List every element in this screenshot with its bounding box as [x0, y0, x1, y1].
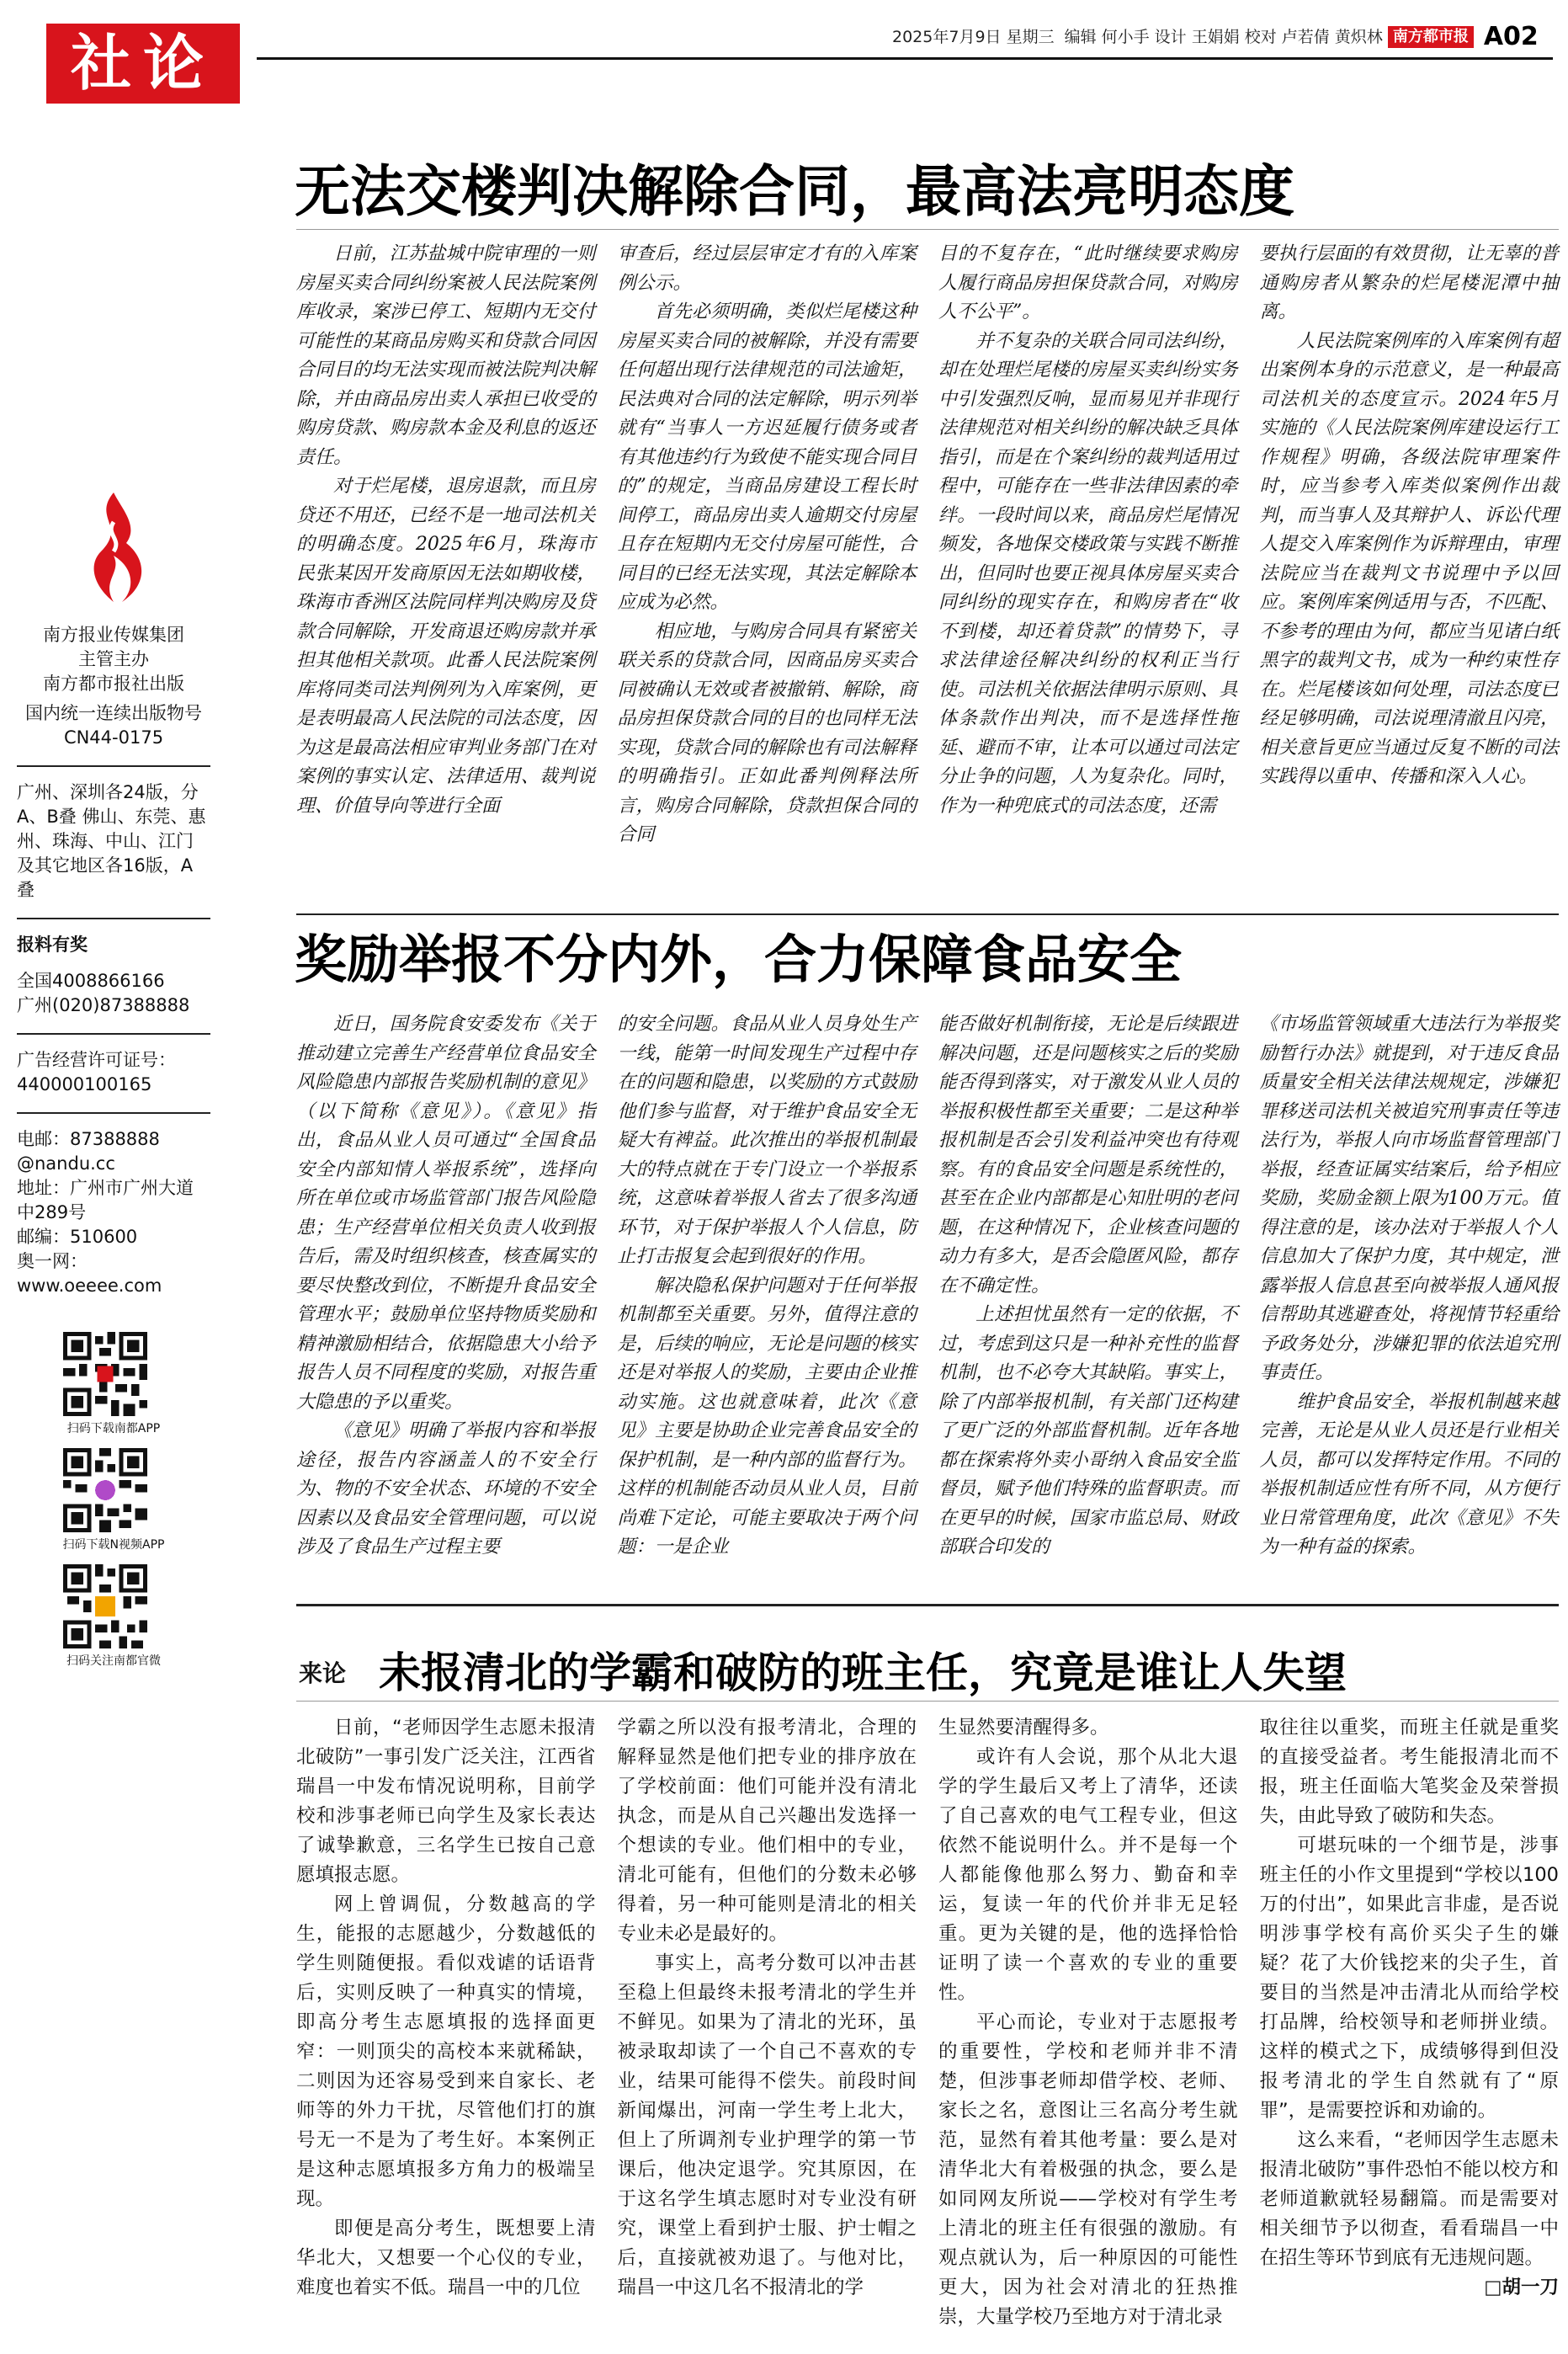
flame-logo-icon [76, 488, 151, 606]
divider [17, 1112, 210, 1114]
editors: 编辑 何小手 设计 王娟娟 校对 卢若倩 黄炽林 [1064, 28, 1383, 46]
header-line [892, 22, 1539, 52]
article-2-col-2 [618, 1010, 917, 1591]
paragraph: 近日，国务院食安委发布《关于推动建立完善生产经营单位食品安全风险隐患内部报告奖励机制的意见》（以下简称《意见》）。《意见》指出，食品从业人员可通过“全国食品安全内部知情人举报系统”，选择向所在单位或市场监管部门报告风险隐患；生产经营单位相关负责人收到报告后，需及时组织核查，核查属实的要尽快整改到位，不断提升食品安全管理水平；鼓励单位坚持物质奖励和精神激励相结合，依据隐患大小给予报告人员不同程度的奖励，对报告重大隐患的予以重奖。 [296, 1014, 596, 1413]
divider [296, 913, 1559, 915]
article-2-col-3 [938, 1010, 1238, 1591]
article-1-title: 无法交楼判决解除合同，最高法亮明态度 [295, 159, 1294, 224]
paragraph: 或许有人会说，那个从北大退学的学生最后又考上了清华，还读了自己喜欢的电气工程专业，但这依然不能说明什么。并不是每一个人都能像他那么努力、勤奋和幸运，复读一年的代价并非无足轻重。更为关键的是，他的选择恰恰证明了读一个喜欢的专业的重要性。 [938, 1746, 1238, 2004]
article-1-col-4 [1260, 240, 1560, 905]
paragraph: 人民法院案例库的入库案例有超出案例本身的示范意义，是一种最高司法机关的态度宣示。2024年5月实施的《人民法院案例库建设运行工作规程》明确，各级法院审理案件时，应当参考入库类似案例作出裁判，而当事人及其辩护人、诉讼代理人提交入库案例作为诉辩理由，审理法院应当在裁判文书说理中予以回应。案例库案例适用与否，不匹配、不参考的理由为何，都应当见诸白纸黑字的裁判文书，成为一种约束性存在。烂尾楼该如何处理，司法态度已经足够明确，司法说理清澈且闪亮，相关意旨更应当通过反复不断的司法实践得以重申、传播和深入人心。 [1259, 330, 1559, 787]
paragraph: 并不复杂的关联合同司法纠纷，却在处理烂尾楼的房屋买卖纠纷实务中引发强烈反响，显而易见并非现行法律规范对相关纠纷的解决缺乏具体指引，而是在个案纠纷的裁判适用过程中，可能存在一些非法律因素的牵绊。一段时间以来，商品房烂尾情况频发，各地保交楼政策与实践不断推出，但同时也要正视具体房屋买卖合同纠纷的现实存在，和购房者在“收不到楼，却还着贷款”的情势下，寻求法律途径解决纠纷的权利正当行使。司法机关依据法律明示原则、具体条款作出判决，而不是选择性拖延、避而不审，让本可以通过司法定分止争的问题，人为复杂化。同时，作为一种兜底式的司法态度，还需 [938, 330, 1238, 817]
issuer: 南方都市报社出版 [43, 674, 184, 694]
issn: CN44-0175 [63, 727, 164, 748]
postcode: 邮编：510600 [17, 1227, 138, 1247]
article-3-title: 未报清北的学霸和破防的班主任，究竟是谁让人失望 [379, 1648, 1347, 1697]
article-2-body [296, 1010, 1559, 1591]
sponsor: 主管主办 [78, 649, 149, 669]
divider [17, 918, 210, 919]
phone: 电邮：87388888 [17, 1129, 160, 1149]
author-byline: □胡一刀 [1484, 2277, 1559, 2298]
article-3-col-1 [296, 1713, 596, 2315]
divider [296, 229, 1559, 230]
address: 地址：广州市广州大道中289号 [17, 1178, 194, 1222]
qr-code-icon[interactable] [63, 1448, 147, 1532]
paper-logo: 南方都市报 [1388, 26, 1474, 48]
divider [17, 765, 210, 767]
article-3-col-4-text [1260, 1713, 1560, 2273]
page-number: A02 [1483, 22, 1539, 51]
masthead: 社论 [46, 24, 240, 104]
paragraph: 的安全问题。食品从业人员身处生产一线，能第一时间发现生产过程中存在的问题和隐患，以奖励的方式鼓励他们参与监督，对于维护食品安全无疑大有裨益。此次推出的举报机制最大的特点就在于专门设立一个举报系统，这意味着举报人省去了很多沟通环节，对于保护举报人个人信息，防止打击报复会起到很好的作用。 [617, 1014, 917, 1267]
paragraph: 解决隐私保护问题对于任何举报机制都至关重要。另外，值得注意的是，后续的响应，无论是问题的核实还是对举报人的奖励，主要由企业推动实施。这也就意味着，此次《意见》主要是协助企业完善食品安全的保护机制，是一种内部的监督行为。这样的机制能否动员从业人员，目前尚难下定论，可能主要取决于两个问题：一是企业 [617, 1275, 917, 1558]
qr-code-icon[interactable] [63, 1332, 147, 1416]
paragraph: 学霸之所以没有报考清北，合理的解释显然是他们把专业的排序放在了学校前面：他们可能并没有清北执念，而是从自己兴趣出发选择一个想读的专业。他们相中的专业，清北可能有，但他们的分数未必够得着，另一种可能则是清北的相关专业未必是最好的。 [617, 1717, 917, 1945]
paragraph: 日前，“老师因学生志愿未报清北破防”一事引发广泛关注，江西省瑞昌一中发布情况说明称，目前学校和涉事老师已向学生及家长表达了诚挚歉意，三名学生已按自己意愿填报志愿。 [296, 1717, 596, 1886]
section-tag: 来论 [299, 1659, 347, 1687]
tip-title: 报料有奖 [17, 935, 88, 955]
paragraph: 维护食品安全，举报机制越来越完善，无论是从业人员还是行业相关人员，都可以发挥特定作用。不同的举报机制适应性有所不同，从方便行业日常管理角度，此次《意见》不失为一种有益的探索。 [1259, 1391, 1559, 1558]
tip-national: 全国4008866166 [17, 971, 165, 991]
publisher: 南方报业传媒集团 [43, 625, 184, 645]
issue-date: 2025年7月9日 星期三 [892, 28, 1055, 46]
qr-caption: 扫码关注南都官微 [66, 1654, 161, 1668]
qr-code-icon[interactable] [63, 1564, 147, 1648]
paragraph: 取往往以重奖，而班主任就是重奖的直接受益者。考生能报清北而不报，班主任面临大笔奖金及荣誉损失，由此导致了破防和失态。 [1259, 1717, 1559, 1827]
qr-caption: 扫码下载南都APP [66, 1422, 161, 1435]
paragraph: 即便是高分考生，既想要上清华北大，又想要一个心仪的专业，难度也着实不低。瑞昌一中的几位 [296, 2218, 596, 2298]
tip-guangzhou: 广州(020)87388888 [17, 995, 190, 1015]
sidebar [17, 488, 210, 1680]
paragraph: 《意见》明确了举报内容和举报途径，报告内容涵盖人的不安全行为、物的不安全状态、环境的不安全因素以及食品安全管理问题，可以说涉及了食品生产过程主要 [296, 1420, 596, 1558]
divider [17, 1033, 210, 1035]
site-label: 奥一网： [17, 1251, 88, 1271]
qr-caption: 扫码下载N视频APP [62, 1538, 165, 1552]
article-3-body [296, 1713, 1559, 2328]
website: www.oeeee.com [17, 1276, 162, 1296]
article-3-col-2 [618, 1713, 917, 2315]
article-1-body [296, 240, 1559, 905]
divider [296, 1604, 1559, 1606]
paragraph: 能否做好机制衔接，无论是后续跟进解决问题，还是问题核实之后的奖励能否得到落实，对于激发从业人员的举报积极性都至关重要；二是这种举报机制是否会引发利益冲突也有待观察。有的食品安全问题是系统性的，甚至在企业内部都是心知肚明的老问题，在这种情况下，企业核查问题的动力有多大，是否会隐匿风险，都存在不确定性。 [938, 1014, 1238, 1297]
paragraph: 日前，江苏盐城中院审理的一则房屋买卖合同纠纷案被人民法院案例库收录，案涉已停工、短期内无交付可能性的某商品房购买和贷款合同因合同目的均无法实现而被法院判决解除，并由商品房出卖人承担已收受的购房贷款、购房款本金及利息的返还责任。 [296, 243, 596, 468]
ad-license-label: 广告经营许可证号： [17, 1050, 176, 1070]
paragraph: 要执行层面的有效贯彻，让无辜的普通购房者从繁杂的烂尾楼泥潭中抽离。 [1259, 243, 1559, 322]
paragraph: 平心而论，专业对于志愿报考的重要性，学校和老师并非不清楚，但涉事老师却借学校、老师、家长之名，意图让三名高分考生就范，显然有着其他考量：要么是对清华北大有着极强的执念，要么是如同网友所说——学校对有学生考上清北的班主任有很强的激励。有观点就认为，后一种原因的可能性更大，因为社会对清北的狂热推崇，大量学校乃至地方对于清北录 [938, 2011, 1238, 2328]
paragraph: 事实上，高考分数可以冲击甚至稳上但最终未报考清北的学生并不鲜见。如果为了清北的光环，虽被录取却读了一个自己不喜欢的专业，结果可能得不偿失。前段时间新闻爆出，河南一学生考上北大，但上了所调剂专业护理学的第一节课后，他决定退学。究其原因，在于这名学生填志愿时对专业没有研究，课堂上看到护士服、护士帽之后，直接就被劝退了。与他对比，瑞昌一中这几名不报清北的学 [617, 1952, 917, 2298]
article-2-col-4 [1260, 1010, 1560, 1591]
header-rule [257, 57, 1553, 60]
editions: 广州、深圳各24版，分A、B叠 佛山、东莞、惠州、珠海、中山、江门及其它地区各16版，A叠 [17, 782, 206, 900]
issn-label: 国内统一连续出版物号 [25, 703, 202, 723]
paragraph: 目的不复存在，“此时继续要求购房人履行商品房担保贷款合同，对购房人不公平”。 [938, 243, 1238, 322]
email: @nandu.cc [17, 1153, 115, 1174]
ad-license: 440000100165 [17, 1074, 152, 1094]
paragraph: 生显然要清醒得多。 [938, 1717, 1109, 1739]
paragraph: 对于烂尾楼，退房退款，而且房贷还不用还，已经不是一地司法机关的明确态度。2025年6月，珠海市民张某因开发商原因无法如期收楼，珠海市香洲区法院同样判决购房及贷款合同解除，开发商退还购房款并承担其他相关款项。此番人民法院案例库将同类司法判例列为入库案例，更是表明最高人民法院的司法态度，因为这是最高法相应审判业务部门在对案例的事实认定、法律适用、裁判说理、价值导向等进行全面 [296, 476, 596, 817]
article-1-col-2 [618, 240, 917, 905]
article-3-col-3 [938, 1713, 1238, 2328]
paragraph: 审查后，经过层层审定才有的入库案例公示。 [617, 243, 917, 294]
divider [296, 1701, 1559, 1702]
article-2-title: 奖励举报不分内外，合力保障食品安全 [295, 929, 1183, 990]
paragraph: 《市场监管领域重大违法行为举报奖励暂行办法》就提到，对于违反食品质量安全相关法律法规规定，涉嫌犯罪移送司法机关被追究刑事责任等违法行为，举报人向市场监督管理部门举报，经查证属实结案后，给予相应奖励，奖励金额上限为100万元。值得注意的是，该办法对于举报人个人信息加大了保护力度，其中规定，泄露举报人信息甚至向被举报人通风报信帮助其逃避查处，将视情节轻重给予政务处分，涉嫌犯罪的依法追究刑事责任。 [1259, 1014, 1559, 1383]
paragraph: 首先必须明确，类似烂尾楼这种房屋买卖合同的被解除，并没有需要任何超出现行法律规范的司法逾矩，民法典对合同的法定解除，明示列举就有“当事人一方迟延履行债务或者有其他违约行为致使不能实现合同目的”的规定，当商品房建设工程长时间停工，商品房出卖人逾期交付房屋且存在短期内无交付房屋可能性，合同目的已经无法实现，其法定解除本应成为必然。 [617, 301, 917, 613]
paragraph: 可堪玩味的一个细节是，涉事班主任的小作文里提到“学校以100万的付出”，如果此言非虚，是否说明涉事学校有高价买尖子生的嫌疑？花了大价钱挖来的尖子生，首要目的当然是冲击清北从而给学校打品牌，给校领导和老师拼业绩。这样的模式之下，成绩够得到但没报考清北的学生自然就有了“原罪”，是需要控诉和劝谕的。 [1259, 1835, 1559, 2122]
paragraph: 这么来看，“老师因学生志愿未报清北破防”事件恐怕不能以校方和老师道歉就轻易翻篇。而是需要对相关细节予以彻查，看看瑞昌一中在招生等环节到底有无违规问题。 [1259, 2129, 1559, 2269]
paragraph: 上述担忧虽然有一定的依据，不过，考虑到这只是一种补充性的监督机制，也不必夸大其缺陷。事实上，除了内部举报机制，有关部门还构建了更广泛的外部监督机制。近年各地都在探索将外卖小哥纳入食品安全监督员，赋予他们特殊的监督职责。而在更早的时候，国家市监总局、财政部联合印发的 [938, 1304, 1238, 1558]
article-1-col-1 [296, 240, 596, 905]
article-1-col-3 [938, 240, 1238, 905]
paragraph: 相应地，与购房合同具有紧密关联关系的贷款合同，因商品房买卖合同被确认无效或者被撤销、解除，商品房担保贷款合同的目的也同样无法实现，贷款合同的解除也有司法解释的明确指引。正如此番判例释法所言，购房合同解除，贷款担保合同的合同 [617, 620, 917, 845]
article-3-col-4 [1260, 1713, 1560, 2315]
paragraph: 网上曾调侃，分数越高的学生，能报的志愿越少，分数越低的学生则随便报。看似戏谑的话语背后，实则反映了一种真实的情境，即高分考生志愿填报的选择面更窄：一则顶尖的高校本来就稀缺，二则因为还容易受到来自家长、老师等的外力干扰，尽管他们打的旗号无一不是为了考生好。本案例正是这种志愿填报多方角力的极端呈现。 [296, 1893, 596, 2210]
article-2-col-1 [296, 1010, 596, 1591]
